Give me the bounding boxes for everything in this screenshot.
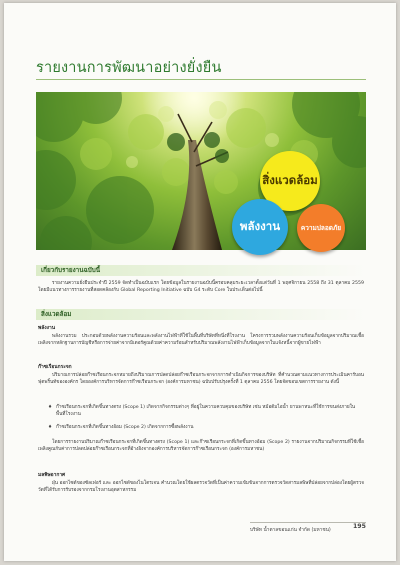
footer-divider bbox=[250, 522, 366, 523]
environment-heading: สิ่งแวดล้อม bbox=[36, 309, 366, 320]
air-pollution-body: ฝุ่น ออกไซด์ของซัลเฟอร์ และ ออกไซด์ของไนโตรเจน คำนวณโดยใช้ผลตรวจวัดที่เป็นค่าความเข้มข้นจากการตรวจวัดสารมลพิษที่ปล่อยจากปล่องโดยผู้ตรวจวัดที่ได้รับการรับรองจากกรมโรงงานอุตสาหกรรม bbox=[38, 481, 364, 494]
safety-bubble: ความปลอดภัย bbox=[297, 204, 345, 252]
ghg-body: ปริมาณการปล่อยก๊าซเรือนกระจกหมายถึงปริมาณการปลดปล่อยก๊าซเรือนกระจกจากการดำเนินกิจการของบริษัท ที่คำนวณตามแนวทางการประเมินคาร์บอนฟุตพริ้นท์ขององค์กร โดยองค์การบริหารจัดการก๊าซเรือนกระจก (องค์การมหาชน) ฉบับปรับปรุงครั้งที่ 1 ตุลาคม 2556 โดยจัดขอบเขตการรายงาน ดังนี้ bbox=[38, 373, 364, 386]
ghg-subheading: ก๊าซเรือนกระจก bbox=[38, 364, 72, 370]
footer-company-name: บริษัท น้ำตาลขอนแก่น จำกัด (มหาชน) bbox=[250, 528, 331, 533]
about-report-heading: เกี่ยวกับรายงานฉบับนี้ bbox=[36, 265, 366, 276]
air-pollution-subheading: มลพิษอากาศ bbox=[38, 472, 66, 478]
energy-subheading: พลังงาน bbox=[38, 325, 56, 331]
page-number: 195 bbox=[353, 523, 366, 530]
title-divider bbox=[36, 79, 366, 80]
about-report-body: รายงานความยั่งยืนประจำปี 2559 จัดทำเป็นฉบับแรก โดยข้อมูลในรายงานฉบับนี้ครอบคลุมระยะเวลาตั้งแต่วันที่ 1 พฤศจิกายน 2558 ถึง 31 ตุลาคม 2559 โดยมีแนวทางการรายงานที่สอดคล้องกับ Global Reporting Initiative ฉบับ G4 ระดับ Core ในประเด็นต่อไปนี้ bbox=[38, 281, 364, 294]
energy-bubble: พลังงาน bbox=[232, 199, 288, 255]
scope1-bullet: ♦ ก๊าซเรือนกระจกที่เกิดขึ้นทางตรง (Scope 1) เกิดจากกิจกรรมต่างๆ ที่อยู่ในความควบคุมของบริษัท เช่น หม้อต้มไอน้ำ ยานพาหนะที่ใช้การขนส่งภายในพื้นที่โรงงาน bbox=[56, 404, 362, 419]
page-title: รายงานการพัฒนาอย่างยั่งยืน bbox=[36, 60, 222, 76]
environment-bubble: สิ่งแวดล้อม bbox=[260, 151, 320, 211]
ghg-reporting-body: โดยการรายงานปริมาณก๊าซเรือนกระจกที่เกิดขึ้นทางตรง (Scope 1) และก๊าซเรือนกระจกที่เกิดขึ้นทางอ้อม (Scope 2) รายงานจากปริมาณกิจกรรมที่ใช้เชื้อเพลิงคูณกับค่าการปลดปล่อยก๊าซเรือนกระจกที่อ้างอิงจากองค์การบริหารจัดการก๊าซเรือนกระจก (องค์การมหาชน) bbox=[38, 440, 364, 453]
report-page bbox=[4, 3, 396, 561]
energy-body: พลังงานรวม ประกอบด้วยพลังงานความร้อนและพลังงานไฟฟ้าที่ใช้ในพื้นที่บริษัทที่หนึ่งที่โรงงาน โครงการรวมพลังงานความร้อนเก็บข้อมูลจากปริมาณเชื้อเพลิงจากหลักฐานการบัญชีหรือการจ่ายค่าจากมิเตอร์คูณด้วยค่าความร้อนสำหรับปริมาณพลังงานไฟฟ้าเก็บข้อมูลจากใบแจ้งหนี้จากผู้ขายไฟฟ้า bbox=[38, 334, 364, 347]
scope2-bullet: ♦ ก๊าซเรือนกระจกที่เกิดขึ้นทางอ้อม (Scope 2) เกิดจากการซื้อพลังงาน bbox=[56, 424, 362, 431]
